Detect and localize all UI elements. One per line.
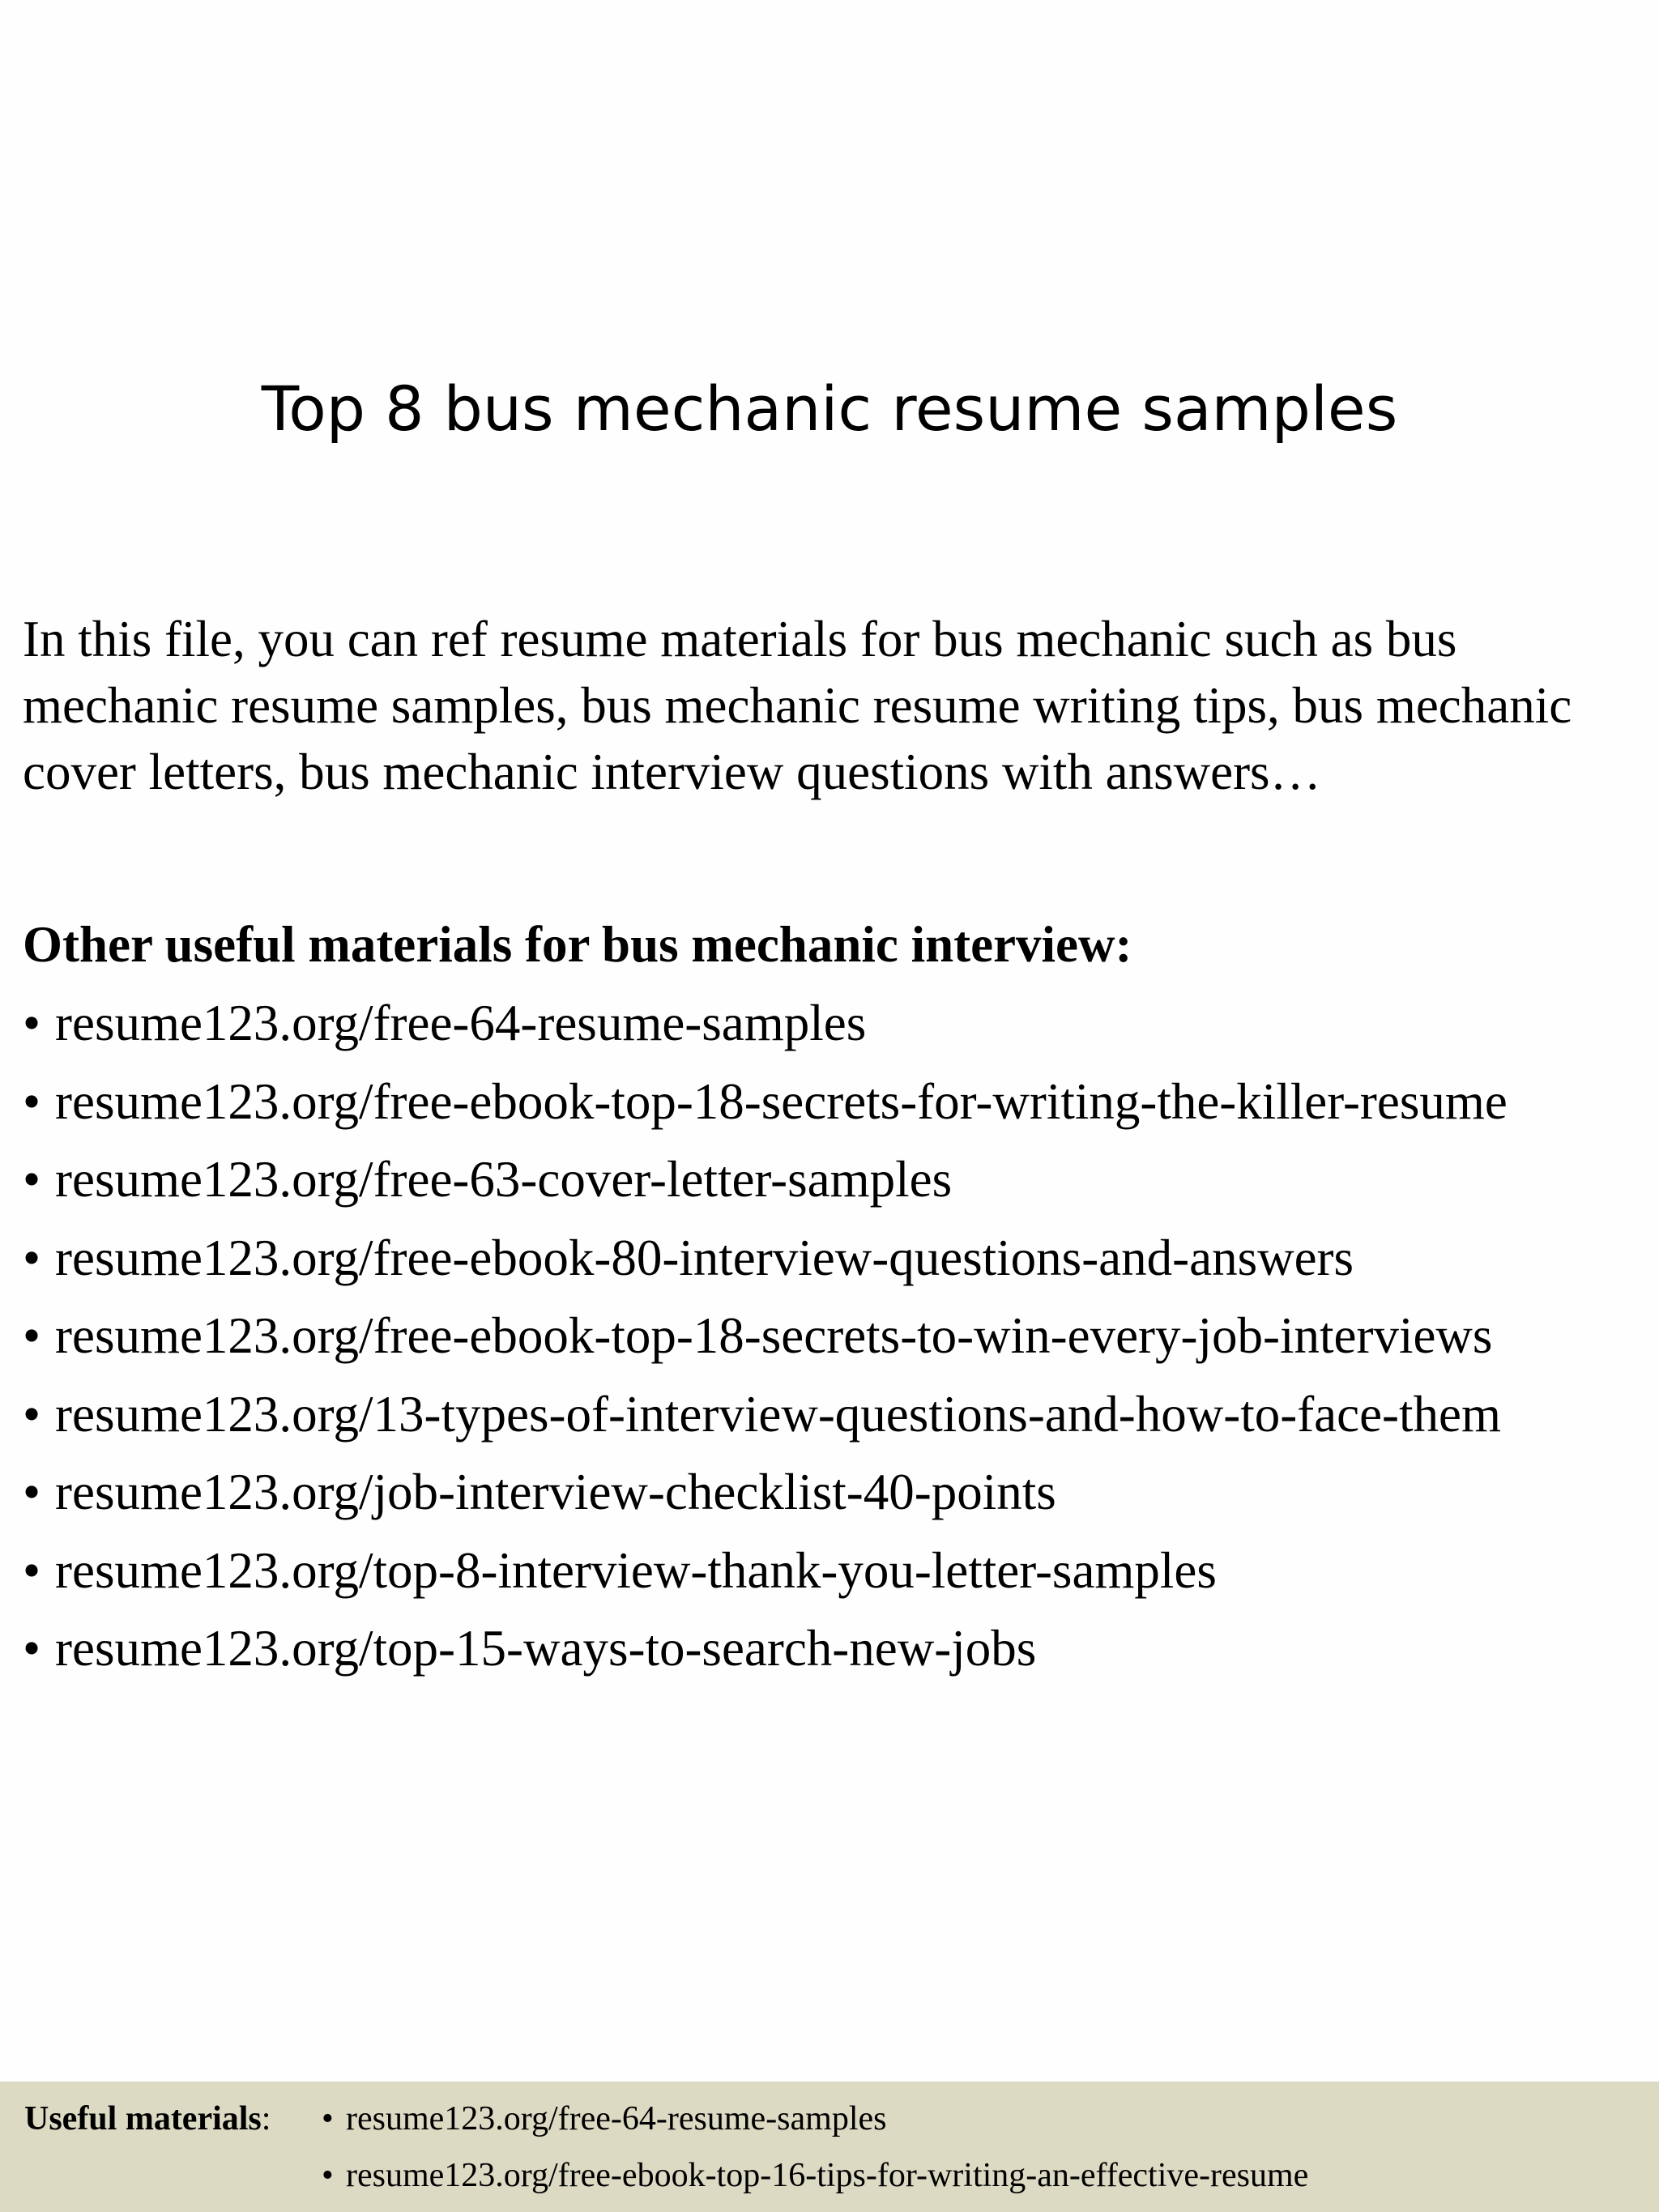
link-text[interactable]: resume123.org/job-interview-checklist-40-points: [55, 1464, 1056, 1520]
footer-label-colon: :: [261, 2100, 271, 2137]
footer-list-item[interactable]: [322, 2096, 1308, 2153]
link-text[interactable]: resume123.org/free-ebook-top-18-secrets-to-win-every-job-interviews: [55, 1307, 1493, 1364]
list-item[interactable]: [23, 1381, 1508, 1460]
bullet-icon: •: [322, 2100, 334, 2137]
list-item[interactable]: [23, 1537, 1508, 1616]
footer-list-item[interactable]: [322, 2153, 1308, 2210]
bullet-icon: •: [23, 1620, 41, 1677]
other-materials-heading: Other useful materials for bus mechanic interview:: [23, 916, 1132, 973]
link-text[interactable]: resume123.org/top-15-ways-to-search-new-jobs: [55, 1620, 1037, 1677]
list-item[interactable]: [23, 1302, 1508, 1381]
list-item[interactable]: [23, 1146, 1508, 1225]
link-text[interactable]: resume123.org/free-64-resume-samples: [55, 995, 867, 1051]
list-item[interactable]: [23, 1225, 1508, 1303]
bullet-icon: •: [23, 1464, 41, 1520]
bullet-icon: •: [23, 1229, 41, 1286]
page-title: Top 8 bus mechanic resume samples: [261, 373, 1398, 445]
link-text[interactable]: resume123.org/free-ebook-80-interview-questions-and-answers: [55, 1229, 1354, 1286]
footer-bar: [0, 2082, 1659, 2212]
list-item[interactable]: [23, 1615, 1508, 1694]
footer-link-text[interactable]: resume123.org/free-64-resume-samples: [346, 2100, 887, 2137]
materials-link-list: [23, 990, 1508, 1694]
link-text[interactable]: resume123.org/free-63-cover-letter-samples: [55, 1151, 953, 1208]
bullet-icon: •: [23, 995, 41, 1051]
list-item[interactable]: [23, 1459, 1508, 1537]
link-text[interactable]: resume123.org/13-types-of-interview-questions-and-how-to-face-them: [55, 1385, 1502, 1443]
bullet-icon: •: [23, 1541, 41, 1599]
bullet-icon: •: [23, 1072, 41, 1130]
footer-label-text: Useful materials: [24, 2100, 262, 2137]
list-item[interactable]: [23, 990, 1508, 1068]
list-item[interactable]: [23, 1068, 1508, 1147]
link-text[interactable]: resume123.org/top-8-interview-thank-you-letter-samples: [55, 1541, 1217, 1599]
bullet-icon: •: [23, 1385, 41, 1443]
link-text[interactable]: resume123.org/free-ebook-top-18-secrets-for-writing-the-killer-resume: [55, 1072, 1508, 1130]
bullet-icon: •: [322, 2157, 334, 2194]
intro-paragraph: In this file, you can ref resume materials for bus mechanic such as bus mechanic resume samples, bus mechanic resume writing tips, bus mechanic cover letters, bus mechanic interview questions with answers…: [23, 611, 1572, 800]
bullet-icon: •: [23, 1307, 41, 1364]
footer-label: [24, 2096, 271, 2142]
footer-link-list: [322, 2096, 1308, 2210]
footer-link-text[interactable]: resume123.org/free-ebook-top-16-tips-for-writing-an-effective-resume: [346, 2157, 1309, 2194]
bullet-icon: •: [23, 1151, 41, 1208]
